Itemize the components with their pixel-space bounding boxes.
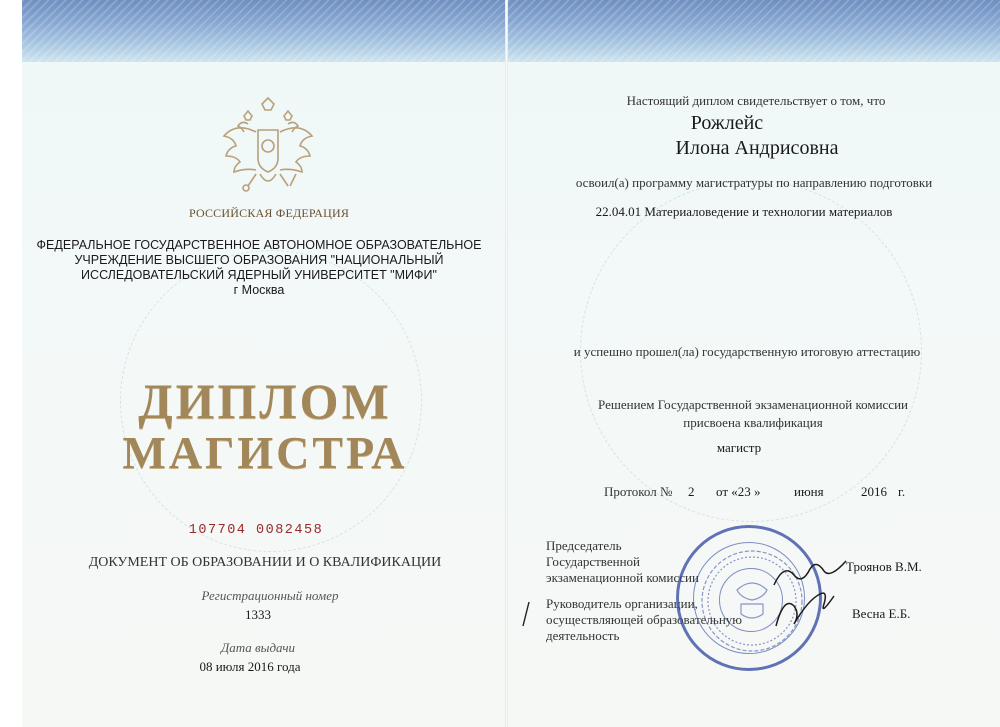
organization-name xyxy=(37,238,482,298)
head-line: Руководитель организации, xyxy=(546,596,698,611)
head-name: Весна Е.Б. xyxy=(852,606,911,621)
head-line: деятельность xyxy=(546,628,620,643)
protocol-month: июня xyxy=(794,484,824,499)
country-name: РОССИЙСКАЯ ФЕДЕРАЦИЯ xyxy=(188,206,350,220)
registration-label: Регистрационный номер xyxy=(201,588,339,603)
document-title-line1: ДИПЛОМ xyxy=(138,373,392,429)
protocol-number: 2 xyxy=(688,484,695,499)
qualification: магистр xyxy=(716,440,762,455)
org-line: УЧРЕЖДЕНИЕ ВЫСШЕГО ОБРАЗОВАНИЯ "НАЦИОНАЛЬНЫЙ xyxy=(74,253,444,267)
chair-line: Председатель xyxy=(546,538,622,553)
decision-line1: Решением Государственной экзаменационной комиссии xyxy=(598,397,908,412)
org-line: ИССЛЕДОВАТЕЛЬСКИЙ ЯДЕРНЫЙ УНИВЕРСИТЕТ "МИФИ" xyxy=(81,268,437,282)
protocol-year: 2016 xyxy=(861,484,887,499)
issue-date-label: Дата выдачи xyxy=(220,640,296,655)
chair-name: Троянов В.М. xyxy=(846,559,922,574)
program-name: 22.04.01 Материаловедение и технологии материалов xyxy=(595,204,893,219)
document-type: ДОКУМЕНТ ОБ ОБРАЗОВАНИИ И О КВАЛИФИКАЦИИ xyxy=(88,555,442,570)
double-headed-eagle-icon xyxy=(218,94,318,204)
protocol-label: Протокол № xyxy=(604,484,673,499)
chair-title xyxy=(546,538,699,586)
program-text: освоил(а) программу магистратуры по направлению подготовки xyxy=(575,175,933,190)
signature-mark xyxy=(520,600,532,628)
chair-line: экзаменационной комиссии xyxy=(546,570,699,585)
head-line: осуществляющей образовательную xyxy=(546,612,742,627)
protocol-day: от «23 » xyxy=(716,484,761,499)
chair-line: Государственной xyxy=(546,554,641,569)
issue-date: 08 июля 2016 года xyxy=(199,659,301,674)
protocol-year-suffix: г. xyxy=(898,484,906,499)
graduate-given-names: Илона Андрисовна xyxy=(675,137,839,159)
org-city: г Москва xyxy=(233,283,285,297)
intro-text: Настоящий диплом свидетельствует о том, что xyxy=(626,93,886,108)
attestation-text: и успешно прошел(ла) государственную итоговую аттестацию xyxy=(573,344,921,359)
graduate-surname: Рожлейс xyxy=(690,112,764,134)
document-title-line2: МАГИСТРА xyxy=(122,427,408,478)
head-signature xyxy=(770,586,840,636)
registration-number: 1333 xyxy=(245,607,271,622)
org-line: ФЕДЕРАЛЬНОЕ ГОСУДАРСТВЕННОЕ АВТОНОМНОЕ ОБРАЗОВАТЕЛЬНОЕ xyxy=(36,238,482,252)
serial-number: 107704 0082458 xyxy=(188,523,324,538)
decision-line2: присвоена квалификация xyxy=(683,415,823,430)
top-decorative-band xyxy=(508,0,1000,62)
page-fold xyxy=(505,0,508,727)
top-decorative-band xyxy=(22,0,506,62)
